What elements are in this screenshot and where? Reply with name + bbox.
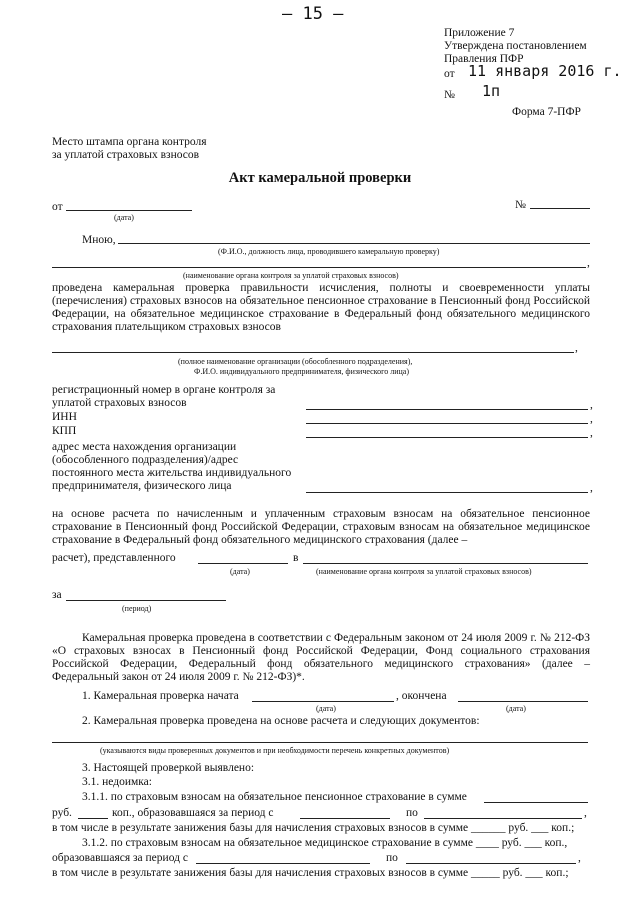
approval-line-1: Приложение 7 bbox=[444, 27, 515, 39]
organ-hint: (наименование органа контроля за уплатой страховых взносов) bbox=[183, 271, 399, 280]
comma: , bbox=[578, 852, 581, 864]
form-label: Форма 7-ПФР bbox=[512, 106, 581, 118]
kpp-field[interactable] bbox=[306, 437, 588, 438]
period-field[interactable] bbox=[66, 600, 226, 601]
fio-hint: (Ф.И.О., должность лица, проводившего камеральную проверку) bbox=[218, 247, 440, 256]
item3-sub31: 3.1. недоимка: bbox=[82, 776, 152, 788]
reg-label-2: уплатой страховых взносов bbox=[52, 397, 187, 409]
inn-label: ИНН bbox=[52, 411, 77, 423]
item311-period-text: коп., образовавшаяся за период с bbox=[112, 807, 274, 819]
item2-text: 2. Камеральная проверка проведена на основе расчета и следующих документов: bbox=[82, 715, 480, 727]
calc-organ-hint: (наименование органа контроля за уплатой страховых взносов) bbox=[316, 567, 532, 576]
item1-text: 1. Камеральная проверка начата bbox=[82, 690, 239, 702]
page-number: – 15 – bbox=[282, 4, 344, 24]
period-prefix: за bbox=[52, 589, 62, 601]
number-sign: № bbox=[515, 199, 526, 211]
comma: , bbox=[590, 399, 593, 411]
comma: , bbox=[575, 342, 578, 354]
documents-hint: (указываются виды проверенных документов и при необходимости перечень конкретных документов) bbox=[100, 746, 450, 755]
pension-period-from-field[interactable] bbox=[300, 818, 390, 819]
reg-label-1: регистрационный номер в органе контроля за bbox=[52, 384, 276, 396]
pension-arrears-sum-field[interactable] bbox=[484, 802, 588, 803]
medical-period-to-field[interactable] bbox=[406, 863, 576, 864]
date-hint: (дата) bbox=[114, 213, 134, 222]
item1-ended: , окончена bbox=[396, 690, 447, 702]
item312-to: по bbox=[386, 852, 398, 864]
org-hint-line-1: (полное наименование организации (обособленного подразделения), bbox=[178, 357, 413, 366]
comma: , bbox=[590, 427, 593, 439]
comma: , bbox=[584, 807, 587, 819]
comma: , bbox=[590, 482, 593, 494]
page-title: Акт камеральной проверки bbox=[228, 170, 412, 186]
inspector-field[interactable] bbox=[118, 243, 590, 244]
period-hint: (период) bbox=[122, 604, 152, 613]
item312-period-text: образовавшаяся за период с bbox=[52, 852, 188, 864]
item312-text: 3.1.2. по страховым взносам на обязательное медицинское страхование в сумме ____ руб. ___ коп., bbox=[82, 837, 568, 849]
item311-rub: руб. bbox=[52, 807, 72, 819]
approval-date-prefix: от bbox=[444, 68, 455, 80]
address-field[interactable] bbox=[306, 492, 588, 493]
item3-text: 3. Настоящей проверкой выявлено: bbox=[82, 762, 255, 774]
calc-text: расчет), представленного bbox=[52, 552, 176, 564]
item311-base-text: в том числе в результате занижения базы для начисления страховых взносов в сумме ______ руб. ___ коп.; bbox=[52, 822, 575, 834]
calc-organ-field[interactable] bbox=[303, 563, 588, 564]
intro-paragraph: проведена камеральная проверка правильности исчисления, полноты и своевременности уплаты (перечисления) страховых взносов на обязательное пенсионное страхование в Пенсионный фонд Российской Федерации, на обязательное медицинское страхование в Федеральный фонд обязательного медицинского страхования плательщиком страховых взносов bbox=[52, 282, 590, 333]
end-date-hint: (дата) bbox=[506, 704, 526, 713]
end-date-field[interactable] bbox=[458, 701, 588, 702]
by-me-label: Мною, bbox=[82, 234, 116, 246]
approval-date-value: 11 января 2016 г. bbox=[468, 62, 622, 80]
act-date-field[interactable] bbox=[66, 210, 192, 211]
addr-label-3: постоянного места жительства индивидуального bbox=[52, 467, 292, 479]
control-organ-field[interactable] bbox=[52, 267, 586, 268]
comma: , bbox=[590, 413, 593, 425]
addr-label-4: предпринимателя, физического лица bbox=[52, 480, 232, 492]
kpp-label: КПП bbox=[52, 425, 77, 437]
act-number-field[interactable] bbox=[530, 208, 590, 209]
inn-field[interactable] bbox=[306, 423, 588, 424]
approval-line-2: Утверждена постановлением bbox=[444, 40, 587, 52]
organization-name-field[interactable] bbox=[52, 352, 574, 353]
comma: , bbox=[587, 257, 590, 269]
medical-period-from-field[interactable] bbox=[196, 863, 370, 864]
start-date-field[interactable] bbox=[252, 701, 394, 702]
documents-field[interactable] bbox=[52, 742, 588, 743]
approval-line-3: Правления ПФР bbox=[444, 53, 524, 65]
reg-number-field[interactable] bbox=[306, 409, 588, 410]
pension-arrears-kop-field[interactable] bbox=[78, 818, 108, 819]
basis-paragraph: на основе расчета по начисленным и уплаченным страховым взносам на обязательное пенсионное страхование в Пенсионный фонд Российской Федерации, страховым взносам на обязательное медицинское страхование в Федеральный фонд обязательного медицинского страхования (далее – bbox=[52, 508, 590, 546]
calc-in: в bbox=[293, 552, 299, 564]
law-paragraph: Камеральная проверка проведена в соответствии с Федеральным законом от 24 июля 2009 г. № 212-ФЗ «О страховых взносах в Пенсионный фонд Российской Федерации, Фонд социального страхования Российской Федерации, Федеральный фонд обязательного медицинского страхования» (далее – Федеральный закон от 24 июля 2009 г. № 212-ФЗ)*. bbox=[52, 632, 590, 683]
org-hint-line-2: Ф.И.О. индивидуального предпринимателя, физического лица) bbox=[194, 367, 409, 376]
item311-text: 3.1.1. по страховым взносам на обязательное пенсионное страхование в сумме bbox=[82, 791, 467, 803]
addr-label-2: (обособленного подразделения)/адрес bbox=[52, 454, 239, 466]
from-label: от bbox=[52, 201, 63, 213]
calc-date-hint: (дата) bbox=[230, 567, 250, 576]
start-date-hint: (дата) bbox=[316, 704, 336, 713]
item311-to: по bbox=[406, 807, 418, 819]
stamp-place-line-1: Место штампа органа контроля bbox=[52, 136, 207, 148]
item312-base-text: в том числе в результате занижения базы для начисления страховых взносов в сумме _____ руб. ___ коп.; bbox=[52, 867, 569, 879]
pension-period-to-field[interactable] bbox=[424, 818, 582, 819]
calc-date-field[interactable] bbox=[198, 563, 288, 564]
addr-label-1: адрес места нахождения организации bbox=[52, 441, 237, 453]
stamp-place-line-2: за уплатой страховых взносов bbox=[52, 149, 200, 161]
approval-num-prefix: № bbox=[444, 89, 455, 101]
approval-num-value: 1п bbox=[482, 82, 501, 100]
